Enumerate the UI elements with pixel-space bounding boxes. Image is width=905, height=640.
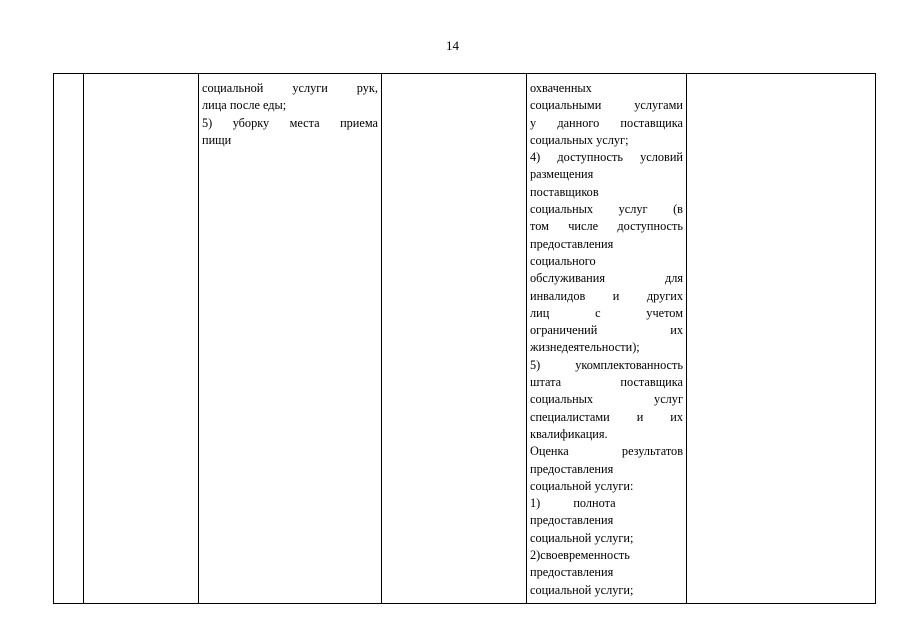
text-line: социальной услуги; [530, 582, 634, 597]
text-line: лица после еды; [202, 98, 287, 113]
text-line: социальных услуг [530, 392, 683, 407]
cell-service-content [199, 74, 382, 604]
text-line: социальной услуги; [530, 530, 634, 545]
text-line: социальной услуги: [530, 478, 634, 493]
text-line: жизнедеятельности); [530, 340, 640, 355]
text-line: предоставления [530, 461, 614, 476]
text-line: социальных услуг; [530, 132, 629, 147]
text-line: предоставления [530, 565, 614, 580]
text-line: 5) уборку места приема [202, 115, 378, 130]
text-line: 5) укомплектованность [530, 357, 683, 372]
text-line: 4) доступность условий [530, 150, 683, 165]
text-line: 2)своевременность [530, 548, 630, 563]
text-line: квалификация. [530, 426, 608, 441]
text-line: обслуживания для [530, 271, 683, 286]
text-line: 1) полнота [530, 496, 616, 511]
text-line: поставщиков [530, 184, 599, 199]
table-row [54, 74, 876, 604]
text-line: предоставления [530, 236, 614, 251]
text-line: лиц с учетом [530, 305, 683, 320]
document-table [53, 73, 876, 604]
text-line: специалистами и их [530, 409, 683, 424]
text-line: размещения [530, 167, 594, 182]
text-line: пищи [202, 132, 232, 147]
page-number: 14 [446, 38, 459, 53]
cell-service-term [382, 74, 527, 604]
cell-notes [687, 74, 876, 604]
text-line: инвалидов и других [530, 288, 683, 303]
text-line: социальными услугами [530, 98, 683, 113]
text-line: предоставления [530, 513, 614, 528]
cell-service-name [84, 74, 199, 604]
text-line: социальной услуги рук, [202, 81, 378, 95]
text-line: социального [530, 253, 596, 268]
text-line: социальных услуг (в [530, 202, 683, 217]
text-line: у данного поставщика [530, 115, 683, 130]
text-line: том числе доступность [530, 219, 683, 234]
cell-quality-indicators [527, 74, 687, 604]
text-line: штата поставщика [530, 375, 683, 390]
cell-number [54, 74, 84, 604]
text-line: Оценка результатов [530, 444, 683, 459]
text-line: охваченных [530, 81, 592, 95]
text-line: ограничений их [530, 323, 683, 338]
